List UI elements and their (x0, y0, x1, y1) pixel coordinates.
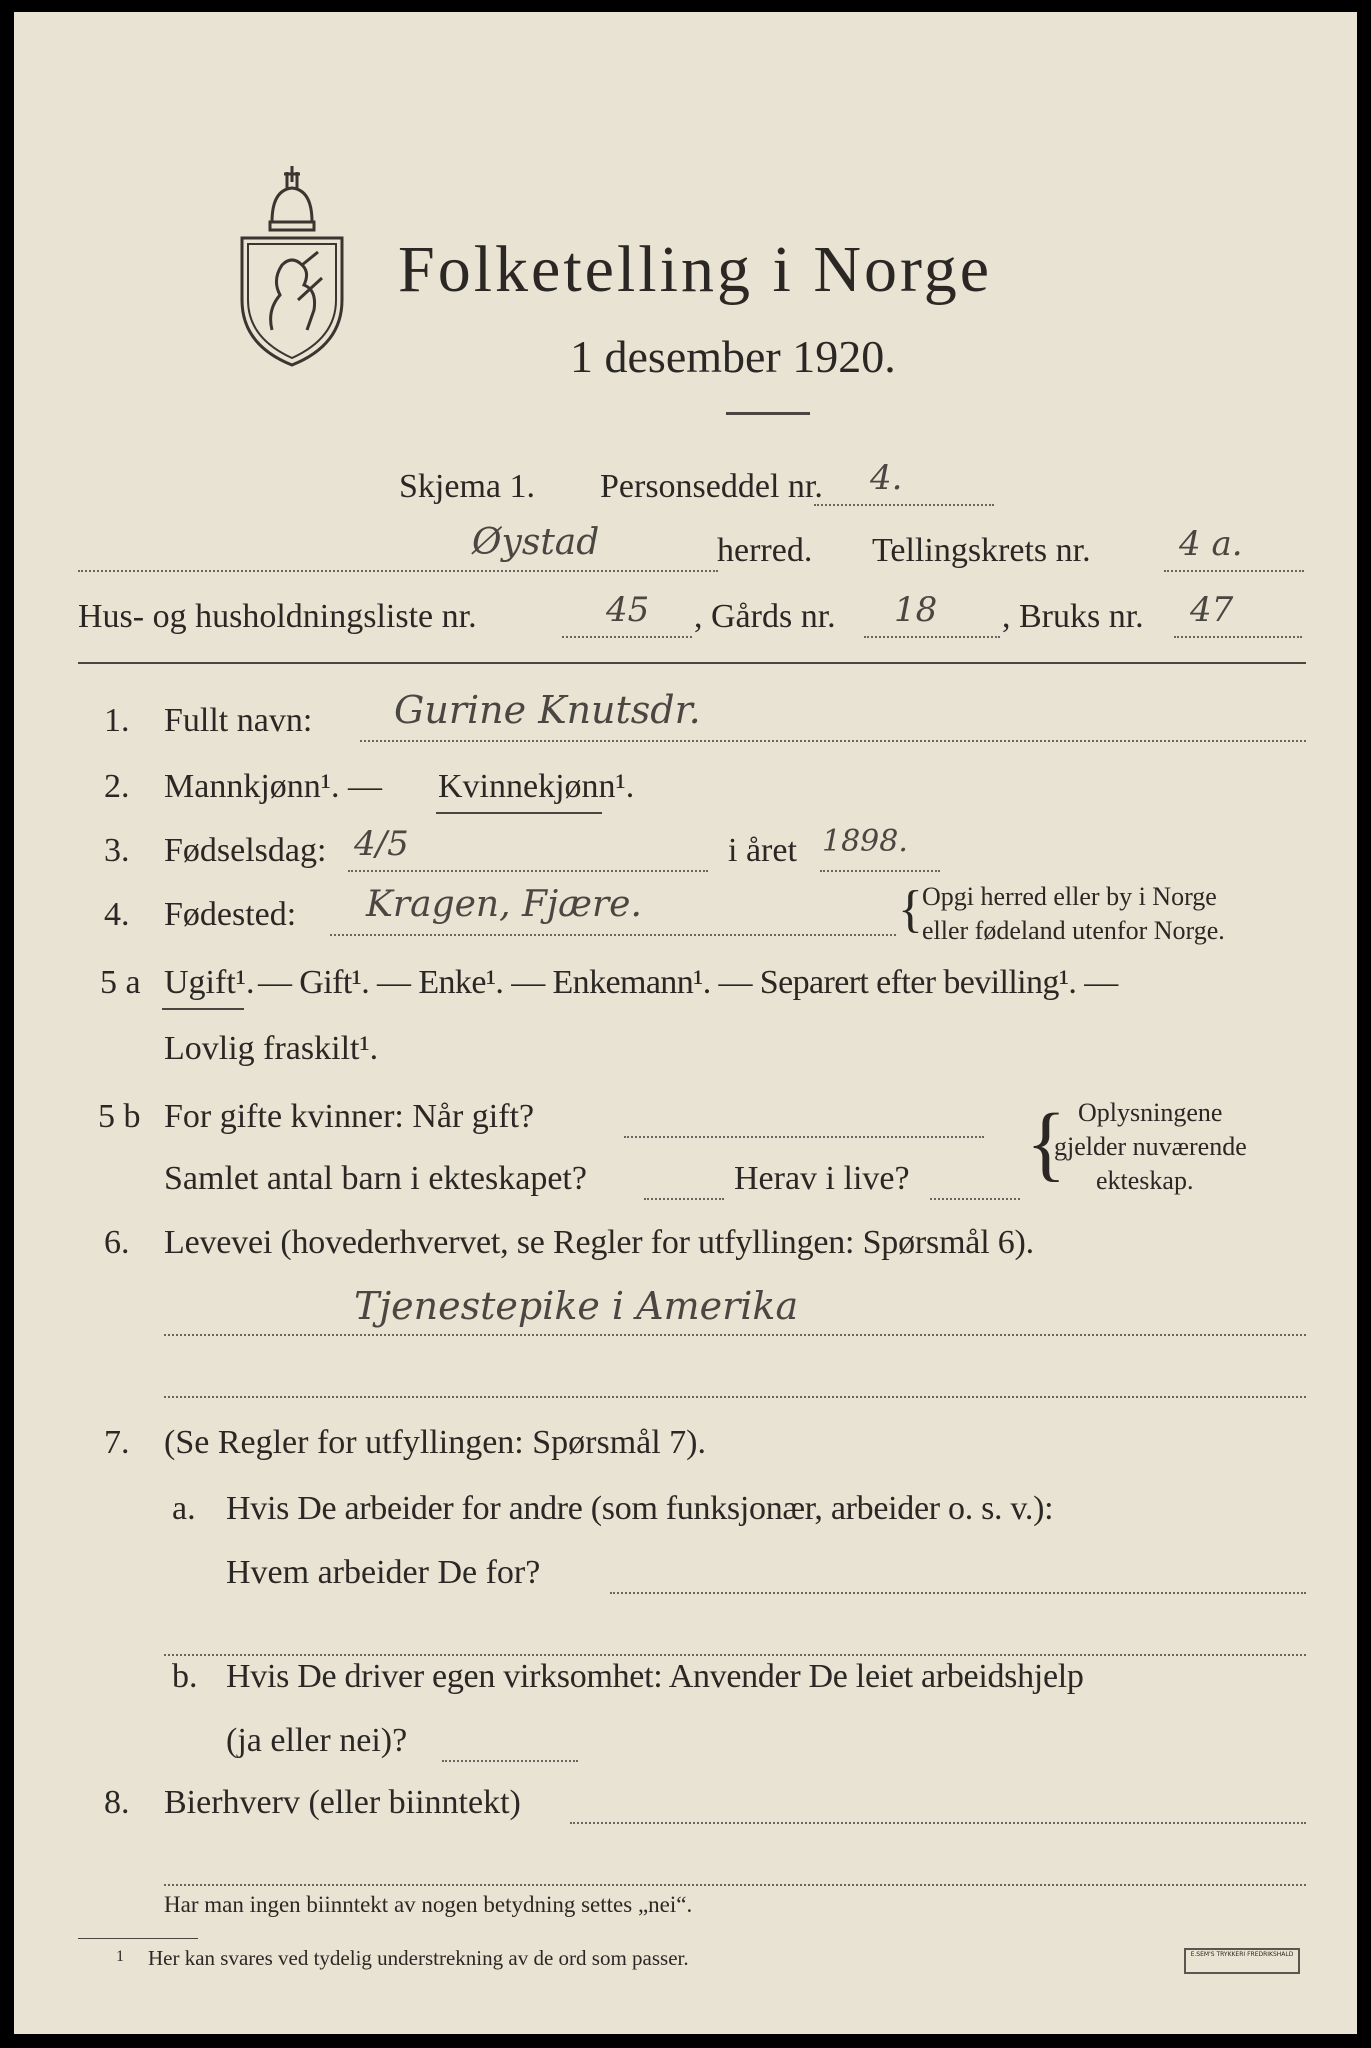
header-divider (78, 662, 1306, 664)
q7-number: 7. (104, 1424, 130, 1461)
q5a-line2: Lovlig fraskilt¹. (164, 1030, 379, 1067)
hus-value: 45 (606, 590, 650, 630)
q1-label: Fullt navn: (164, 702, 313, 739)
q1-number: 1. (104, 702, 130, 739)
q3-year-value: 1898. (822, 824, 908, 859)
gards-label: , Gårds nr. (694, 598, 836, 635)
footnote-text: Her kan svares ved tydelig understrekning av de ord som passer. (148, 1946, 689, 1970)
q7a-text-2: Hvem arbeider De for? (226, 1554, 541, 1591)
q5b-note-3: ekteskap. (1096, 1166, 1194, 1195)
q5a-underline (162, 1008, 244, 1010)
q7b-text: Hvis De driver egen virksomhet: Anvender De leiet arbeidshjelp (226, 1658, 1084, 1695)
q5b-line-1 (624, 1136, 984, 1138)
q5b-note-1: Oplysningene (1078, 1098, 1223, 1127)
footnote-divider (78, 1938, 198, 1939)
q4-label: Fødested: (164, 896, 297, 933)
title-divider (726, 412, 810, 415)
q7a-line-2 (164, 1654, 1306, 1656)
q4-note-2: eller fødeland utenfor Norge. (922, 916, 1225, 945)
personseddel-label: Personseddel nr. (600, 468, 823, 505)
footnote-mark: 1 (116, 1948, 124, 1965)
q3-number: 3. (104, 832, 130, 869)
q7a-text: Hvis De arbeider for andre (som funksjonær, arbeider o. s. v.): (226, 1490, 1054, 1527)
q7b-line (442, 1760, 578, 1762)
q5b-label-2: Samlet antal barn i ekteskapet? (164, 1160, 587, 1197)
tellingskrets-line (1164, 570, 1304, 572)
q5b-line-2 (644, 1198, 724, 1200)
bruks-line (1174, 636, 1302, 638)
q2-female-underlined: Kvinnekjønn¹. (438, 768, 635, 805)
q8-line (570, 1822, 1306, 1824)
printer-stamp: E.SEM'S TRYKKERI FREDRIKSHALD (1184, 1948, 1300, 1974)
census-date: 1 desember 1920. (570, 331, 896, 382)
q7a-line (610, 1592, 1306, 1594)
q4-line (330, 934, 896, 936)
herred-label: herred. (717, 532, 813, 569)
herred-line (78, 570, 718, 572)
q6-line-1 (164, 1334, 1306, 1336)
q5a-ugift-underlined: Ugift¹. (164, 964, 255, 1001)
q7b-number: b. (172, 1658, 198, 1695)
form-title: Folketelling i Norge (398, 233, 993, 306)
gards-value: 18 (894, 590, 938, 630)
q3-line (348, 870, 708, 872)
q4-note-1: Opgi herred eller by i Norge (922, 882, 1217, 911)
q3-year-line (820, 870, 940, 872)
q5b-brace: { (1026, 1097, 1067, 1190)
q6-number: 6. (104, 1224, 130, 1261)
q5b-number: 5 b (98, 1098, 141, 1135)
q2-male: Mannkjønn¹. — (164, 768, 382, 805)
personseddel-value: 4. (870, 458, 903, 498)
hus-label: Hus- og husholdningsliste nr. (78, 598, 477, 635)
bruks-value: 47 (1190, 590, 1234, 630)
coat-of-arms-icon (232, 160, 352, 370)
tellingskrets-value: 4 a. (1179, 524, 1243, 564)
footer-note: Har man ingen biinntekt av nogen betydning settes „nei“. (164, 1892, 693, 1917)
q7b-text-2: (ja eller nei)? (226, 1722, 408, 1759)
q4-brace: { (898, 881, 923, 938)
census-form (14, 12, 1357, 2034)
q6-line-2 (164, 1396, 1306, 1398)
q5b-label-3: Herav i live? (734, 1160, 910, 1197)
q4-value: Kragen, Fjære. (366, 884, 642, 925)
q8-number: 8. (104, 1784, 130, 1821)
q3-value: 4/5 (354, 824, 409, 864)
q2-underline (436, 812, 602, 814)
q8-line-2 (164, 1884, 1306, 1886)
tellingskrets-label: Tellingskrets nr. (872, 532, 1091, 569)
q1-line (360, 740, 1306, 742)
herred-value: Øystad (472, 522, 600, 563)
q7-label: (Se Regler for utfyllingen: Spørsmål 7). (164, 1424, 707, 1461)
q2-number: 2. (104, 768, 130, 805)
q5b-note-2: gjelder nuværende (1054, 1132, 1247, 1161)
q5a-options: — Gift¹. — Enke¹. — Enkemann¹. — Separert efter bevilling¹. — (258, 964, 1118, 1001)
hus-line (562, 636, 692, 638)
q6-label: Levevei (hovederhvervet, se Regler for utfyllingen: Spørsmål 6). (164, 1224, 1034, 1261)
skjema-label: Skjema 1. (399, 468, 535, 505)
q3-year-label: i året (728, 832, 797, 869)
q4-number: 4. (104, 896, 130, 933)
q3-label: Fødselsdag: (164, 832, 327, 869)
q6-value: Tjenestepike i Amerika (354, 1284, 799, 1328)
q1-value: Gurine Knutsdr. (394, 688, 701, 732)
gards-line (864, 636, 1000, 638)
bruks-label: , Bruks nr. (1002, 598, 1144, 635)
q7a-number: a. (172, 1490, 196, 1527)
q5b-label-1: For gifte kvinner: Når gift? (164, 1098, 535, 1135)
q8-label: Bierhverv (eller biinntekt) (164, 1784, 521, 1821)
q5a-number: 5 a (100, 964, 141, 1001)
personseddel-line (814, 504, 994, 506)
q5b-line-3 (930, 1198, 1020, 1200)
